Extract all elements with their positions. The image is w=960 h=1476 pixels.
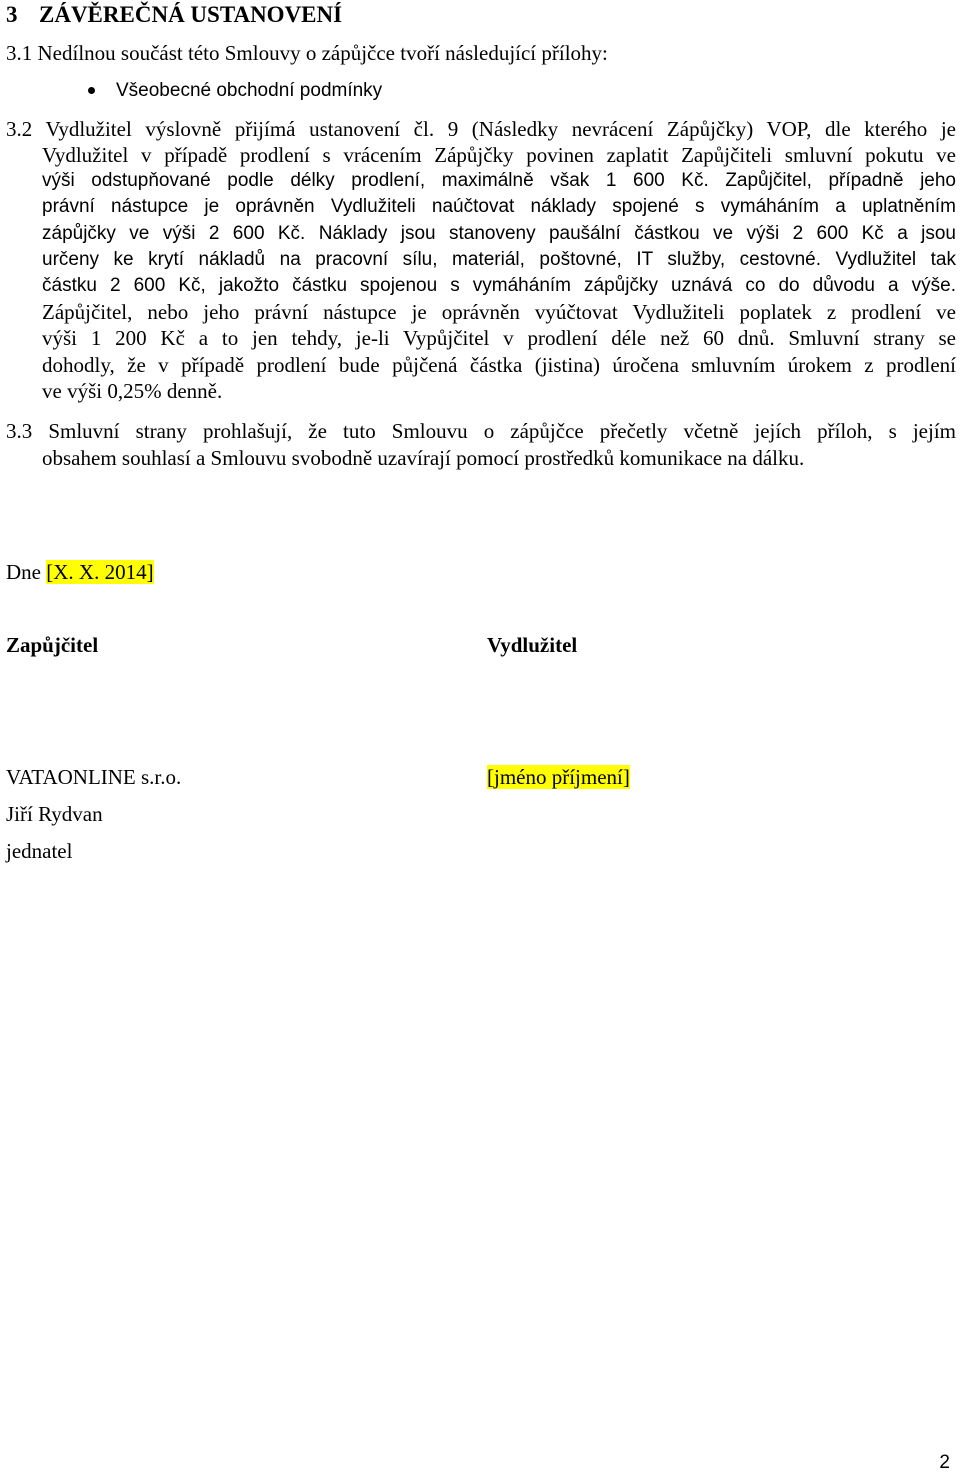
clause-3-2-line-1: 3.2 Vydlužitel výslovně přijímá ustanovení čl. 9 (Následky nevrácení Zápůjčky) VOP, dle kterého je <box>6 117 956 141</box>
bullet-item-vop: Všeobecné obchodní podmínky <box>116 80 383 101</box>
lender-signatory-role: jednatel <box>6 839 73 863</box>
lender-company: VATAONLINE s.r.o. <box>6 765 182 789</box>
clause-3-2-line-3: výši odstupňované podle délky prodlení, maximálně však 1 600 Kč. Zapůjčitel, případně jeho <box>42 170 956 192</box>
clause-3-3-line-1: 3.3 Smluvní strany prohlašují, že tuto Smlouvu o zápůjčce přečetly včetně jejích příloh, s jejím <box>6 419 956 443</box>
borrower-name-placeholder <box>487 764 630 790</box>
lender-heading: Zapůjčitel <box>6 633 99 657</box>
contract-date <box>6 559 154 585</box>
clause-3-1: 3.1 Nedílnou součást této Smlouvy o zápůjčce tvoří následující přílohy: <box>6 41 608 65</box>
clause-3-2-line-10: dohodly, že v případě prodlení bude půjčená částka (jistina) úročena smluvním úrokem z prodlení <box>42 352 956 377</box>
clause-3-2-line-11: ve výši 0,25% denně. <box>42 378 223 403</box>
clause-3-2-body <box>42 142 956 404</box>
clause-3-2-line-2: Vydlužitel v případě prodlení s vrácením Zápůjčky povinen zaplatit Zapůjčiteli smluvní pokutu ve <box>42 143 956 167</box>
clause-3-3-line-2: obsahem souhlasí a Smlouvu svobodně uzavírají pomocí prostředků komunikace na dálku. <box>42 446 805 470</box>
clause-3-2-line-5: zápůjčky ve výši 2 600 Kč. Náklady jsou stanoveny paušální částkou ve výši 2 600 Kč a jsou <box>42 222 956 244</box>
clause-3-2-line-8: Zápůjčitel, nebo jeho právní nástupce je oprávněn vyúčtovat Vydlužiteli poplatek z prodlení ve <box>42 300 956 325</box>
section-title: ZÁVĚREČNÁ USTANOVENÍ <box>39 2 343 27</box>
lender-signatory-name: Jiří Rydvan <box>6 802 103 826</box>
section-heading <box>6 2 342 28</box>
section-number: 3 <box>6 2 18 27</box>
bullet-icon <box>88 87 95 94</box>
clause-3-2-line-6: určeny ke krytí nákladů na pracovní sílu, materiál, poštovné, IT služby, cestovné. Vydlužitel tak <box>42 248 956 270</box>
date-label: Dne <box>6 560 41 584</box>
date-value: [X. X. 2014] <box>46 560 154 584</box>
page-number: 2 <box>939 1452 950 1473</box>
clause-3-2-line-4: právní nástupce je oprávněn Vydlužiteli naúčtovat náklady spojené s vymáháním a uplatněním <box>42 196 956 218</box>
borrower-name-highlight: [jméno příjmení] <box>487 765 630 789</box>
clause-3-2-line-9: výši 1 200 Kč a to jen tehdy, je-li Vypůjčitel v prodlení déle než 60 dnů. Smluvní strany se <box>42 326 956 351</box>
clause-3-2-line-7: částku 2 600 Kč, jakožto částku spojenou s vymáháním zápůjčky uznává co do důvodu a výše. <box>42 274 956 296</box>
borrower-heading: Vydlužitel <box>487 633 578 657</box>
